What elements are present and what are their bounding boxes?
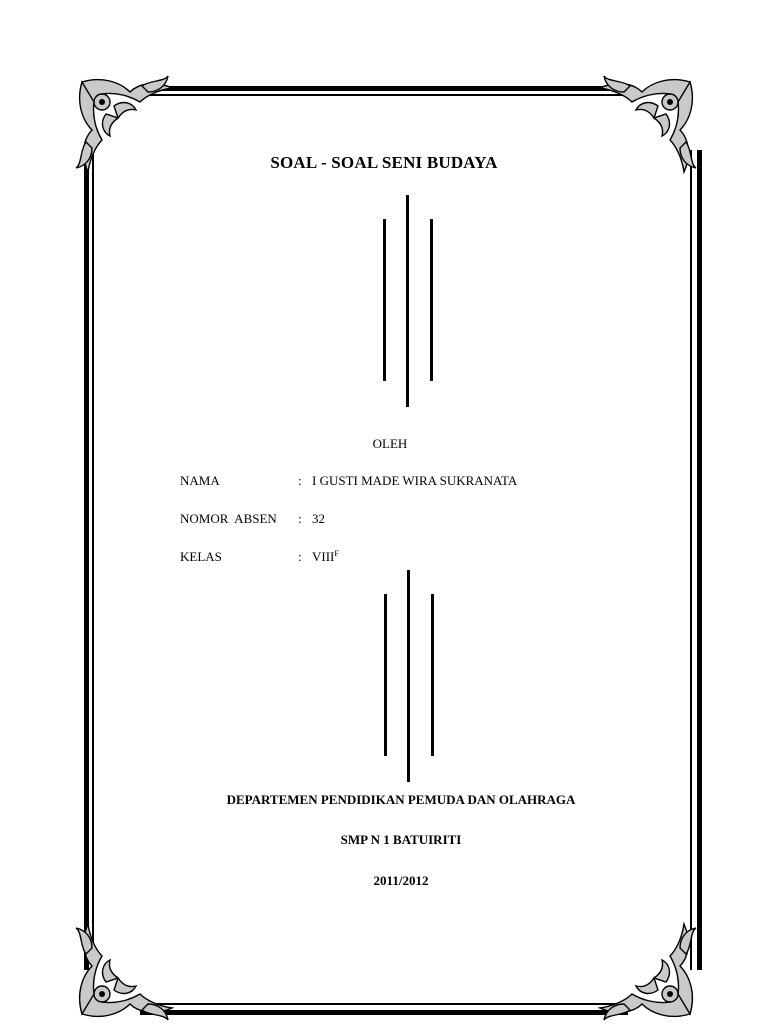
- field-label: NOMOR ABSEN: [180, 511, 277, 526]
- divider-bar-left: [383, 219, 386, 381]
- field-row-name: [180, 473, 517, 489]
- field-row-class: [180, 549, 339, 565]
- triple-bar-divider-icon: [380, 195, 440, 407]
- field-label: NAMA: [180, 473, 220, 488]
- class-superscript: F: [334, 549, 339, 558]
- floral-corner-ornament-icon: [72, 914, 182, 1024]
- field-row-absence-number: [180, 511, 325, 527]
- divider-bar-right: [431, 594, 434, 756]
- divider-bar-right: [430, 219, 433, 381]
- divider-bar-center: [407, 570, 410, 782]
- triple-bar-divider-icon: [381, 570, 441, 782]
- divider-bar-center: [406, 195, 409, 407]
- document-title: SOAL - SOAL SENI BUDAYA: [270, 153, 498, 172]
- field-label: KELAS: [180, 549, 222, 564]
- frame-top-outer: [140, 86, 628, 91]
- field-colon: :: [298, 511, 302, 526]
- school-name: SMP N 1 BATUIRITI: [340, 832, 462, 847]
- by-label: OLEH: [372, 436, 408, 451]
- academic-year: 2011/2012: [373, 873, 429, 888]
- field-value: I GUSTI MADE WIRA SUKRANATA: [312, 473, 518, 488]
- frame-bottom-outer: [140, 1010, 628, 1015]
- divider-bar-left: [384, 594, 387, 756]
- field-value: VIII: [312, 549, 335, 564]
- frame-bottom-inner: [140, 1003, 628, 1005]
- field-colon: :: [298, 549, 302, 564]
- floral-corner-ornament-icon: [590, 914, 700, 1024]
- frame-top-inner: [140, 94, 628, 96]
- department-name: DEPARTEMEN PENDIDIKAN PEMUDA DAN OLAHRAGA: [226, 792, 576, 807]
- field-value: 32: [312, 511, 325, 526]
- field-colon: :: [298, 473, 302, 488]
